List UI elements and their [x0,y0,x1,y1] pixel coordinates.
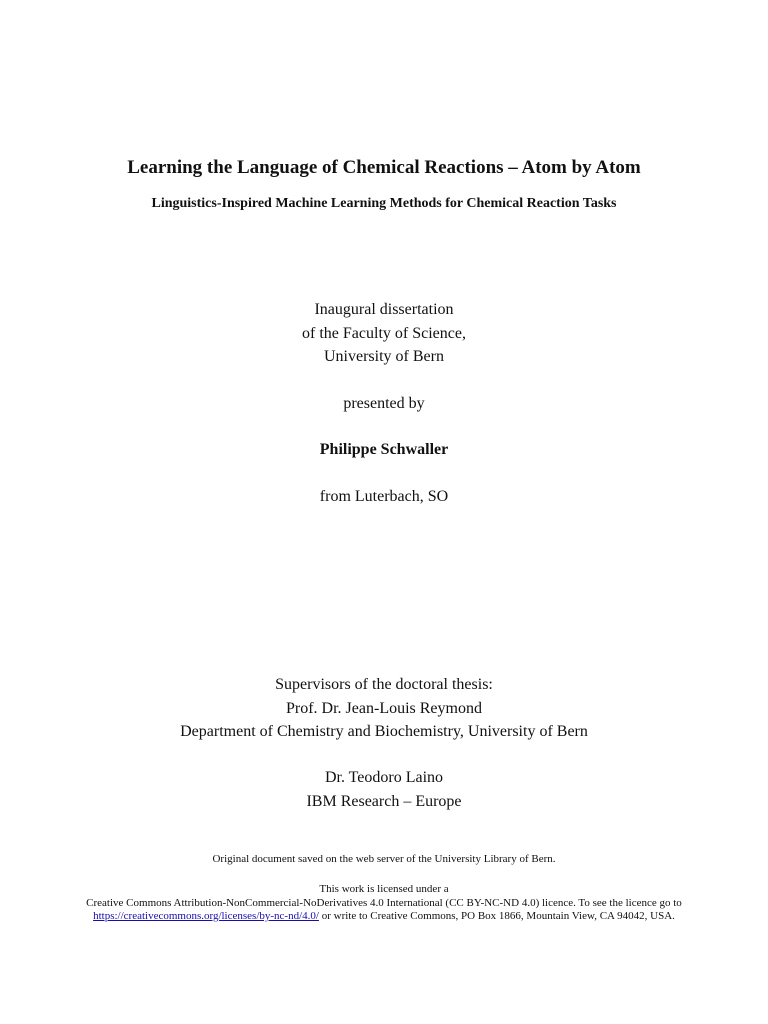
dissertation-line-3: University of Bern [324,348,444,365]
license-text-part-2: or write to Creative Commons, PO Box 1866, Mountain View, CA 94042, USA. [318,910,675,922]
author-origin: from Luterbach, SO [319,488,449,505]
saved-note: Original document saved on the web server of the University Library of Bern. [212,853,556,865]
supervisor-1-affiliation: Department of Chemistry and Biochemistry, University of Bern [180,723,588,740]
license-text [80,897,688,924]
license-link[interactable]: https://creativecommons.org/licenses/by-nc-nd/4.0/ [93,910,319,922]
presented-by: presented by [343,395,425,412]
thesis-subtitle: Linguistics-Inspired Machine Learning Methods for Chemical Reaction Tasks [151,196,617,211]
license-text-part-1: Creative Commons Attribution-NonCommercial-NoDerivatives 4.0 International (CC BY-NC-ND 4.0) licence. To see the licence go to [86,896,682,909]
license-intro: This work is licensed under a [319,883,449,895]
author-name: Philippe Schwaller [319,441,449,458]
supervisor-2-name: Dr. Teodoro Laino [324,769,444,786]
dissertation-line-1: Inaugural dissertation [314,301,454,318]
thesis-title: Learning the Language of Chemical Reactions – Atom by Atom [127,157,641,178]
supervisor-1-name: Prof. Dr. Jean-Louis Reymond [286,699,482,717]
supervisors-heading: Supervisors of the doctoral thesis: [275,676,493,693]
dissertation-line-2: of the Faculty of Science, [302,324,466,342]
supervisor-2-affiliation: IBM Research – Europe [306,792,462,810]
